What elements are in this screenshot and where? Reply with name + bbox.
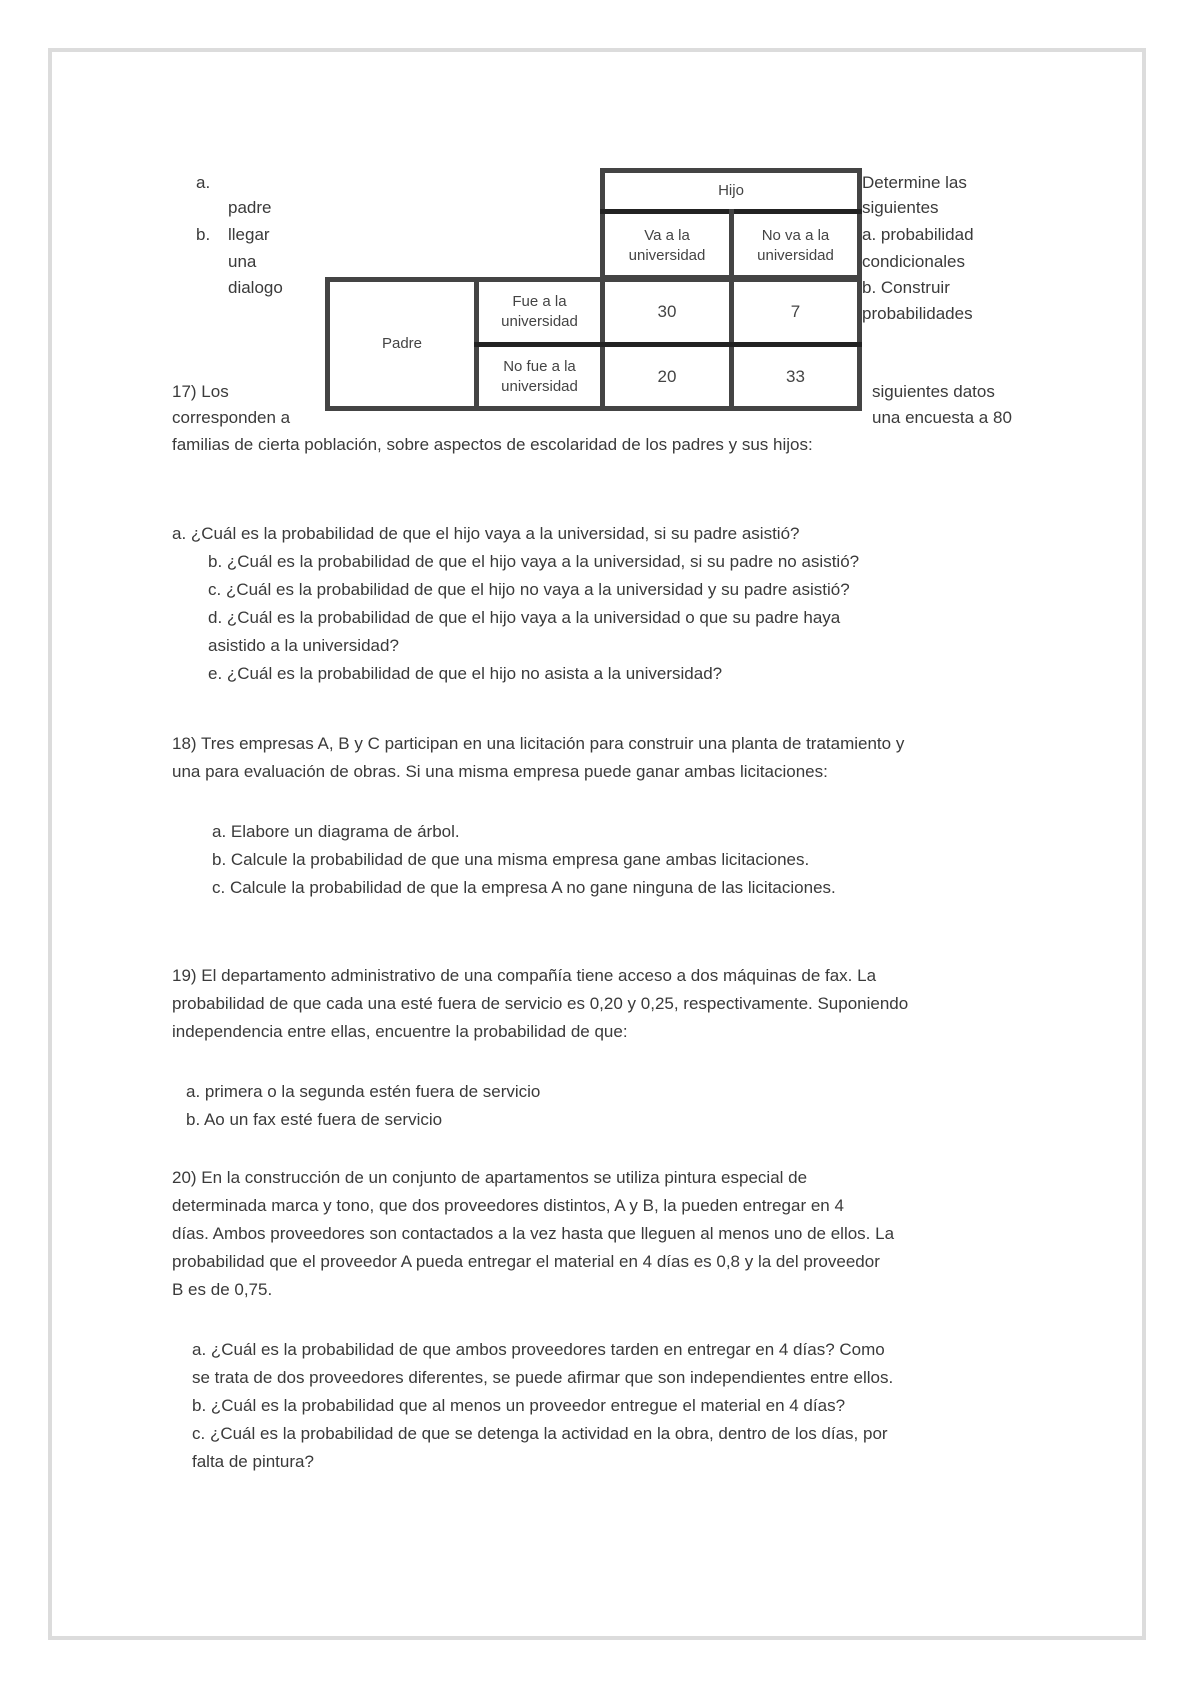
side-right-text: condicionales <box>862 252 966 271</box>
question-item: a. ¿Cuál es la probabilidad de que el hijo vaya a la universidad, si su padre asistió? <box>172 524 800 543</box>
problem-20-item: a. ¿Cuál es la probabilidad de que ambos proveedores tarden en entregar en 4 días? Como <box>192 1340 885 1359</box>
problem-20-text: B es de 0,75. <box>172 1280 273 1299</box>
column-group-header: Hijo <box>718 182 744 199</box>
question-item: c. ¿Cuál es la probabilidad de que el hijo no vaya a la universidad y su padre asistió? <box>208 580 850 599</box>
problem-20-item: se trata de dos proveedores diferentes, se puede afirmar que son independientes entre ellos. <box>192 1368 894 1387</box>
side-left-text: llegar <box>228 225 270 244</box>
problem-17-intro: corresponden a <box>172 408 291 427</box>
problem-18-item: a. Elabore un diagrama de árbol. <box>212 822 460 841</box>
side-left-text: a. <box>196 173 211 192</box>
problem-19-text: probabilidad de que cada una esté fuera de servicio es 0,20 y 0,25, respectivamente. Suponiendo <box>172 994 909 1013</box>
problem-17-intro: 17) Los <box>172 382 229 401</box>
side-left-text: padre <box>228 198 272 217</box>
problem-20-text: días. Ambos proveedores son contactados a la vez hasta que lleguen al menos uno de ellos. La <box>172 1224 895 1243</box>
problem-20-item: b. ¿Cuál es la probabilidad que al menos un proveedor entregue el material en 4 días? <box>192 1396 846 1415</box>
side-left-text: una <box>228 252 257 271</box>
problem-20-text: 20) En la construcción de un conjunto de apartamentos se utiliza pintura especial de <box>172 1168 808 1187</box>
problem-19-item: a. primera o la segunda estén fuera de servicio <box>186 1082 541 1101</box>
problem-18-text: 18) Tres empresas A, B y C participan en una licitación para construir una planta de tratamiento y <box>172 734 905 753</box>
side-right-text: b. Construir <box>862 278 950 297</box>
problem-17-intro: una encuesta a 80 <box>872 408 1012 427</box>
table-cell: 33 <box>786 366 805 386</box>
problem-19-text: 19) El departamento administrativo de una compañía tiene acceso a dos máquinas de fax. La <box>172 966 877 985</box>
problem-20-text: probabilidad que el proveedor A pueda entregar el material en 4 días es 0,8 y la del proveedor <box>172 1252 880 1271</box>
row-header: No fue a la universidad <box>501 357 578 395</box>
table-cell: 30 <box>657 302 677 321</box>
question-item: b. ¿Cuál es la probabilidad de que el hijo vaya a la universidad, si su padre no asistió? <box>208 552 860 571</box>
problem-18-text: una para evaluación de obras. Si una misma empresa puede ganar ambas licitaciones: <box>172 762 828 781</box>
row-header: Fue a la universidad <box>501 293 578 330</box>
problem-18-item: b. Calcule la probabilidad de que una misma empresa gane ambas licitaciones. <box>212 850 810 869</box>
problem-18-item: c. Calcule la probabilidad de que la empresa A no gane ninguna de las licitaciones. <box>212 878 836 897</box>
table-cell: 7 <box>790 302 801 321</box>
table-cell: 20 <box>657 366 677 386</box>
column-header: No va a la universidad <box>757 227 834 264</box>
side-right-text: a. probabilidad <box>862 225 974 244</box>
question-item: d. ¿Cuál es la probabilidad de que el hijo vaya a la universidad o que su padre haya <box>208 608 841 627</box>
row-group-header: Padre <box>381 335 423 352</box>
problem-20-item: c. ¿Cuál es la probabilidad de que se detenga la actividad en la obra, dentro de los días, por <box>192 1424 888 1443</box>
side-right-text: probabilidades <box>862 304 973 323</box>
problem-17-intro: familias de cierta población, sobre aspectos de escolaridad de los padres y sus hijos: <box>172 435 813 454</box>
problem-20-item: falta de pintura? <box>192 1452 314 1471</box>
side-right-text: Determine las <box>862 173 967 192</box>
problem-19-item: b. Ao un fax esté fuera de servicio <box>186 1110 443 1129</box>
question-item: asistido a la universidad? <box>208 636 399 655</box>
question-item: e. ¿Cuál es la probabilidad de que el hijo no asista a la universidad? <box>208 664 723 683</box>
problem-19-text: independencia entre ellas, encuentre la probabilidad de que: <box>172 1022 628 1041</box>
side-right-text: siguientes <box>862 198 939 217</box>
column-header: Va a la universidad <box>628 227 706 264</box>
problem-20-text: determinada marca y tono, que dos proveedores distintos, A y B, la pueden entregar en 4 <box>172 1196 844 1215</box>
side-left-text: b. <box>196 225 211 244</box>
problem-17-intro: siguientes datos <box>872 382 995 401</box>
side-left-text: dialogo <box>228 278 283 297</box>
